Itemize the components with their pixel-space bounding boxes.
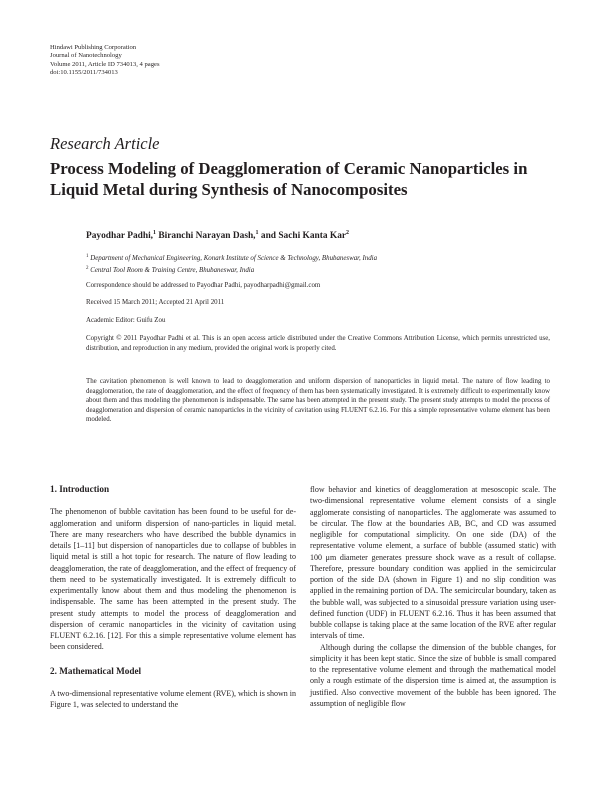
academic-editor: Academic Editor: Guifu Zou	[86, 317, 166, 324]
doi[interactable]: doi:10.1155/2011/734013	[50, 69, 118, 77]
body-paragraph: Although during the collapse the dimension of the bubble changes, for simplicity it has been kept static. Since the size of bubble is small compared to the representative volume element and through the mathematical model only a rough estimate of the dispersion time is aimed at, the assumption is justified. Also convective movement of the bubble has been ignored. The assumption of negligible flow	[310, 642, 556, 708]
author-name: Biranchi Narayan Dash,	[158, 231, 256, 241]
abstract: The cavitation phenomenon is well known to lead to deagglomeration and uniform dispersion of nanoparticles in liquid metal. The nature of flow leading to deagglomeration, the rate of deagglomeration, and the effect of frequency of them has been systematically investigated. It is extremely difficult to experimentally know about them and thus modeling the phenomenon is indispensable. The same has been attempted in the present study. The present study attempts to model the process of deagglomeration and dispersion of ceramic nanoparticles in the vicinity of cavitation using FLUENT 6.2.16. For this a simple representative volume element has been modeled.	[86, 378, 550, 423]
aff-text: Department of Mechanical Engineering, Konark Institute of Science & Technology, Bhubaneswar, India	[90, 255, 378, 262]
aff-text: Central Tool Room & Training Centre, Bhubaneswar, India	[90, 266, 255, 274]
affiliation-2	[86, 264, 550, 276]
publisher: Hindawi Publishing Corporation	[50, 44, 137, 51]
author-name: Payodhar Padhi,	[86, 231, 154, 241]
author-sup: 1	[255, 230, 259, 236]
article-type: Research Article	[50, 134, 160, 153]
body-paragraph: flow behavior and kinetics of deagglomeration at mesoscopic scale. The two-dimensional representative volume element consists of a single agglomerate consisting of nanoparticles. The agglomerate was assumed to be circular. The flow at the boundaries AB, BC, and CD was assumed negligible for computational simplicity. On one side (DA) of the representative volume element, a surface of bubble (assumed static) with 100 μm diameter generates pressure shock wave as a result of collapse. Therefore, pressure boundary condition was applied in the semicircular portion of the side DA (shown in Figure 1) and no slip condition was applied in the remaining portion of DA. The semicircular boundary, taken as the bubble wall, was subjected to a sinusoidal pressure variation using user-defined function (UDF) in FLUENT 6.2.16. Thus it has been assumed that bubble collapse is taking place at the same location of the RVE after regular intervals of time.	[310, 485, 556, 641]
body-paragraph: The phenomenon of bubble cavitation has been found to be useful for de-agglomeration and uniform dispersion of nano-particles in liquid metal. There are many researchers who have described the bubble dynamics in details [1–11] but dispersion of nanoparticles due to collapse of bubbles in liquid metal is still a hot topic for research. The nature of flow leading to deagglomeration, the rate of deagglomeration, and the effect of frequency of them need to be systematically investigated. It is extremely difficult to experimentally know about them and thus modeling the phenomenon is indispensable. The same has been attempted in the present study. The present study attempts to model the process of deagglomeration and dispersion of ceramic nanoparticles in the vicinity of cavitation using FLUENT 6.2.16. [12]. For this a simple representative volume element has been considered.	[50, 507, 296, 652]
author-name: and Sachi Kanta Kar	[260, 231, 347, 241]
correspondence: Correspondence should be addressed to Payodhar Padhi, payodharpadhi@gmail.com	[86, 282, 321, 289]
copyright-notice: Copyright © 2011 Payodhar Padhi et al. This is an open access article distributed under the Creative Commons Attribution License, which permits unrestricted use, distribution, and reproduction in any medium, provided the original work is properly cited.	[86, 335, 550, 352]
received-dates: Received 15 March 2011; Accepted 21 April 2011	[86, 299, 225, 306]
left-column	[50, 484, 296, 710]
section-heading: 2. Mathematical Model	[50, 665, 142, 676]
author-sup: 1	[153, 230, 157, 236]
affiliations	[86, 252, 550, 275]
section-heading: 1. Introduction	[50, 484, 110, 494]
aff-sup: 1	[86, 254, 89, 259]
author-list	[86, 230, 349, 241]
volume-info: Volume 2011, Article ID 734013, 4 pages	[50, 60, 160, 68]
right-column	[310, 484, 556, 709]
author-sup: 2	[346, 230, 350, 236]
body-paragraph: A two-dimensional representative volume element (RVE), which is shown in Figure 1, was selected to understand the	[50, 688, 296, 709]
affiliation-1	[86, 252, 550, 264]
journal-header	[50, 44, 160, 78]
aff-sup: 2	[86, 265, 89, 271]
journal-name: Journal of Nanotechnology	[50, 52, 122, 60]
paper-title: Process Modeling of Deagglomeration of Ceramic Nanoparticles in Liquid Metal during Synthesis of Nanocomposites	[50, 159, 528, 199]
